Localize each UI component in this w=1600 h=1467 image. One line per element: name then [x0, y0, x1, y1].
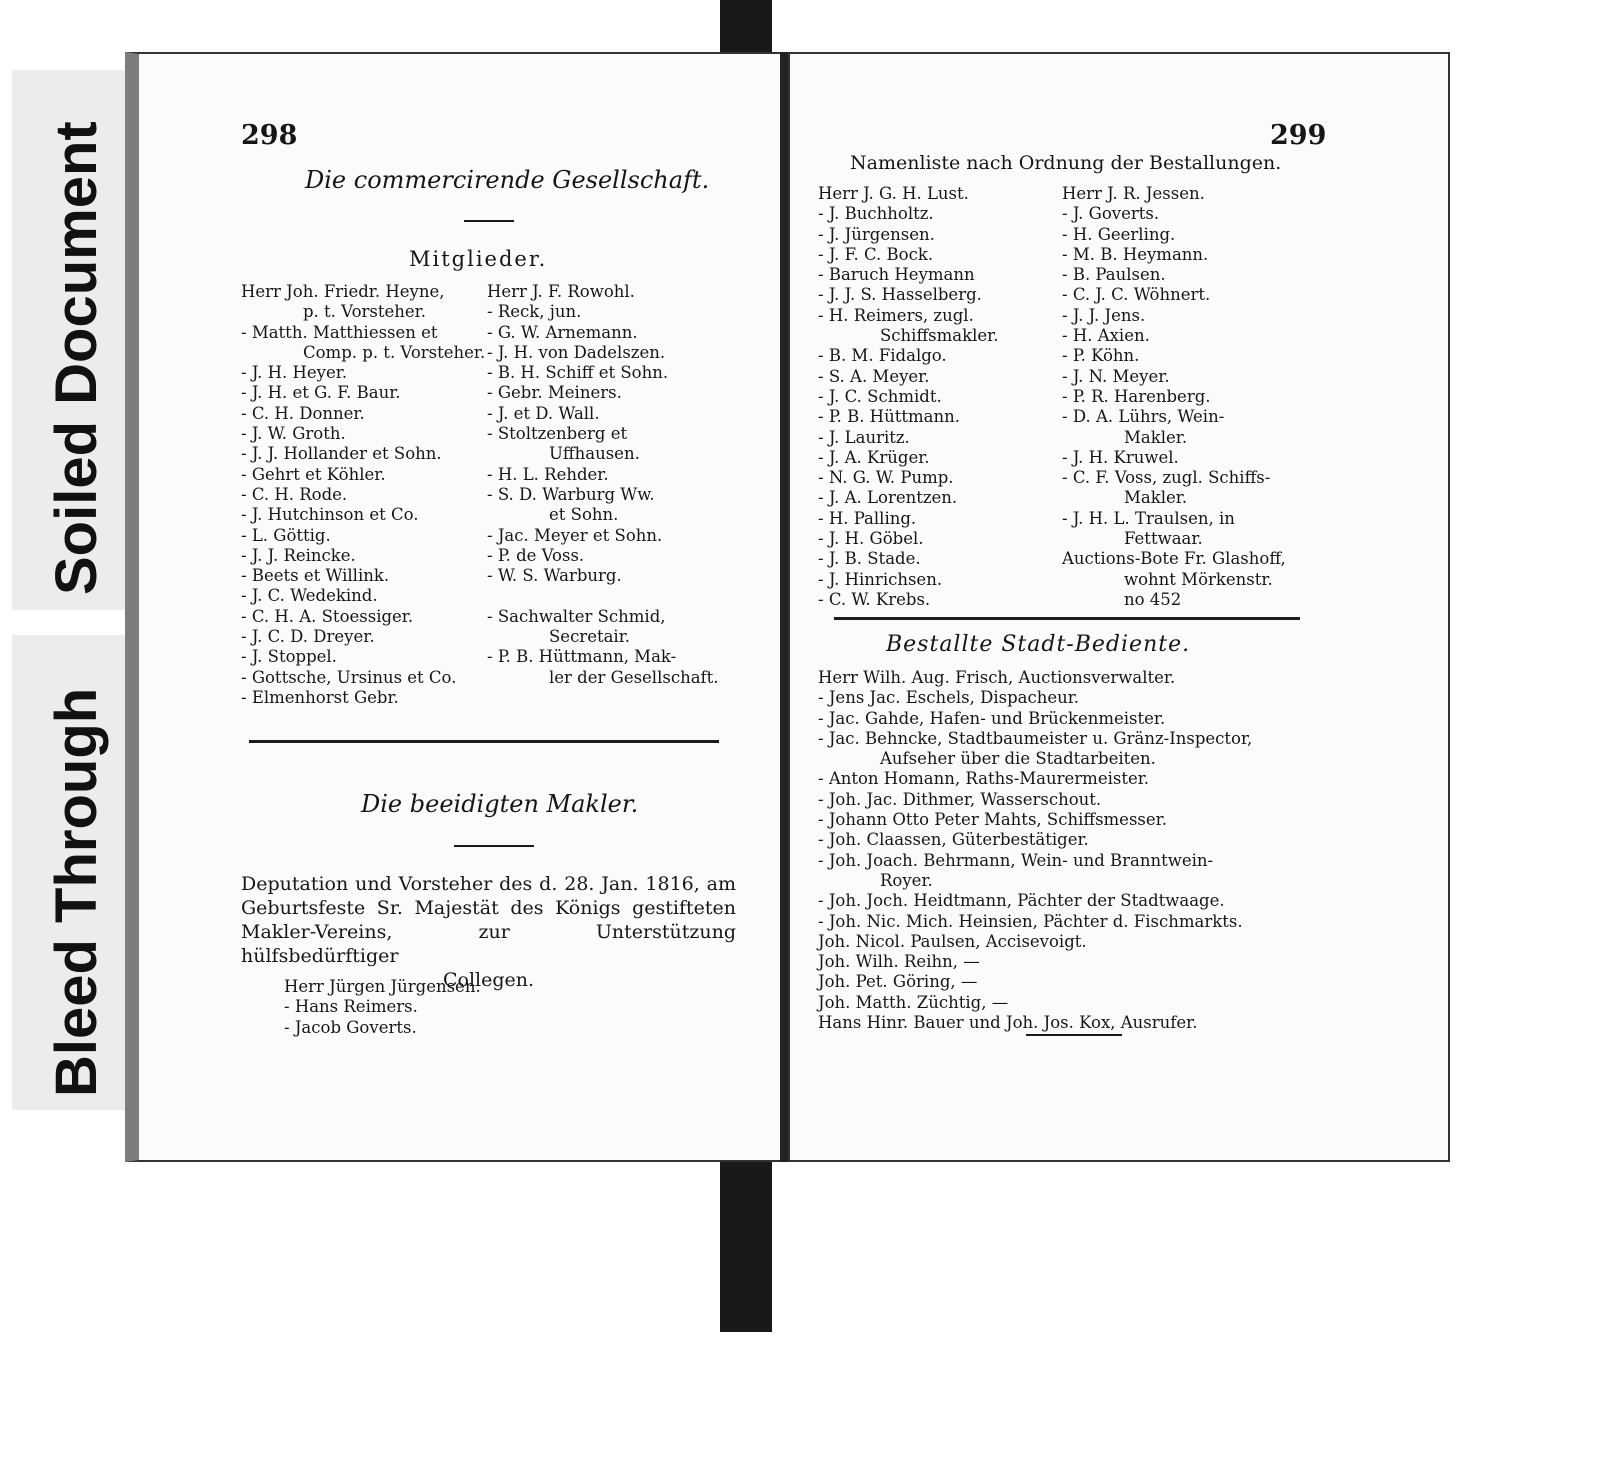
- makler-paragraph-last: Collegen.: [442, 969, 535, 991]
- member-entry: - J. C. D. Dreyer.: [241, 627, 375, 647]
- appointment-entry: Herr J. R. Jessen.: [1062, 184, 1205, 203]
- appointment-entry: - P. Köhn.: [1062, 346, 1140, 366]
- servant-entry: - Joh. Joch. Heidtmann, Pächter der Stadtwaage.: [818, 891, 1225, 911]
- appointment-entry: - P. B. Hüttmann.: [818, 407, 960, 427]
- appointment-entry: - C. J. C. Wöhnert.: [1062, 285, 1211, 305]
- servant-entry: - Joh. Jac. Dithmer, Wasserschout.: [818, 789, 1102, 809]
- makler-paragraph-body: Deputation und Vorsteher des d. 28. Jan. 1816, am Geburtsfeste Sr. Majestät des Königs gestifteten Makler-Vereins, zur Unterstützung hülfsbedürftiger: [241, 873, 736, 967]
- servant-entry: Joh. Matth. Züchtig, —: [818, 992, 1009, 1012]
- member-entry: - J. H. Heyer.: [241, 363, 348, 383]
- appointment-entry: - C. W. Krebs.: [818, 589, 931, 609]
- member-entry: - G. W. Arnemann.: [487, 322, 638, 342]
- appointment-entry: - J. C. Schmidt.: [818, 386, 942, 406]
- right-section-rule: [834, 617, 1300, 620]
- section-rule: [249, 740, 719, 743]
- appointment-entry: - J. F. C. Bock.: [818, 244, 934, 264]
- end-rule: [1026, 1034, 1122, 1036]
- soiled-document-label: Soiled Document: [44, 121, 109, 595]
- member-entry: - C. H. A. Stoessiger.: [241, 606, 414, 626]
- servant-entry: - Joh. Joach. Behrmann, Wein- und Branntwein-: [818, 850, 1214, 870]
- appointment-entry: Fettwaar.: [1124, 529, 1203, 549]
- makler-member-entry: Herr Jürgen Jürgensen.: [284, 977, 481, 996]
- servants-list: [818, 668, 1252, 1033]
- servants-title: Bestallte Stadt-Bediente.: [886, 632, 1191, 657]
- servant-entry: Aufseher über die Stadtarbeiten.: [880, 749, 1156, 769]
- member-entry: - J. H. et G. F. Baur.: [241, 383, 401, 403]
- appointment-entry: no 452: [1124, 589, 1182, 609]
- servant-entry: Joh. Pet. Göring, —: [818, 972, 978, 992]
- appointment-entry: - H. Palling.: [818, 508, 917, 528]
- servant-entry: Hans Hinr. Bauer und Joh. Jos. Kox, Ausrufer.: [818, 1013, 1198, 1033]
- servant-entry: - Jac. Gahde, Hafen- und Brückenmeister.: [818, 708, 1166, 728]
- appointment-entry: - J. Lauritz.: [818, 427, 910, 447]
- appointment-entry: - J. N. Meyer.: [1062, 366, 1170, 386]
- appointment-entry: - J. Goverts.: [1062, 204, 1160, 224]
- servant-entry: - Jens Jac. Eschels, Dispacheur.: [818, 688, 1080, 708]
- right-page-title: Namenliste nach Ordnung der Bestallungen.: [850, 152, 1282, 174]
- servant-entry: Joh. Wilh. Reihn, —: [818, 952, 980, 972]
- appointment-entry: - B. Paulsen.: [1062, 265, 1166, 285]
- makler-member-entry: - Hans Reimers.: [284, 997, 418, 1017]
- member-entry: - P. B. Hüttmann, Mak-: [487, 647, 677, 667]
- member-entry: - J. C. Wedekind.: [241, 586, 378, 606]
- member-entry: - J. J. Reincke.: [241, 545, 356, 565]
- appointment-entry: - Baruch Heymann: [818, 265, 975, 285]
- member-entry: - P. de Voss.: [487, 545, 585, 565]
- member-entry: - J. H. von Dadelszen.: [487, 342, 666, 362]
- member-entry: - L. Göttig.: [241, 525, 331, 545]
- member-entry: ler der Gesellschaft.: [549, 667, 719, 687]
- right-page: [788, 52, 1450, 1162]
- binding-strip-top: [720, 0, 772, 52]
- title-rule: [464, 220, 514, 222]
- member-entry: - Sachwalter Schmid,: [487, 606, 666, 626]
- servant-entry: - Johann Otto Peter Mahts, Schiffsmesser.: [818, 810, 1167, 830]
- member-entry: Herr Joh. Friedr. Heyne,: [241, 282, 445, 301]
- member-entry: - C. H. Rode.: [241, 484, 348, 504]
- side-labels: [12, 70, 128, 1110]
- appointment-entry: - H. Geerling.: [1062, 224, 1176, 244]
- member-entry: - Jac. Meyer et Sohn.: [487, 525, 663, 545]
- appointment-entry: - B. M. Fidalgo.: [818, 346, 947, 366]
- appointment-entry: - J. Jürgensen.: [818, 224, 935, 244]
- member-entry: - H. L. Rehder.: [487, 464, 609, 484]
- binding-strip-bottom: [720, 1162, 772, 1332]
- member-entry: - Gehrt et Köhler.: [241, 464, 386, 484]
- member-entry: Comp. p. t. Vorsteher.: [303, 342, 486, 362]
- member-entry: - S. D. Warburg Ww.: [487, 484, 655, 504]
- appointment-entry: - J. J. S. Hasselberg.: [818, 285, 982, 305]
- appointment-entry: Makler.: [1124, 488, 1188, 508]
- appointment-entry: - M. B. Heymann.: [1062, 244, 1209, 264]
- member-entry: Herr J. F. Rowohl.: [487, 282, 635, 301]
- appointment-entry: - D. A. Lührs, Wein-: [1062, 407, 1225, 427]
- member-entry: - Beets et Willink.: [241, 566, 390, 586]
- servant-entry: - Jac. Behncke, Stadtbaumeister u. Gränz-Inspector,: [818, 728, 1253, 748]
- left-page-title: Die commercirende Gesellschaft.: [305, 166, 710, 194]
- bleed-through-label: Bleed Through: [44, 687, 109, 1097]
- servant-entry: Joh. Nicol. Paulsen, Accisevoigt.: [818, 931, 1087, 951]
- appointment-entry: - N. G. W. Pump.: [818, 468, 954, 488]
- member-entry: - J. et D. Wall.: [487, 403, 600, 423]
- left-page-number: 298: [241, 120, 298, 151]
- appointment-entry: - J. A. Krüger.: [818, 447, 930, 467]
- member-entry: - Gottsche, Ursinus et Co.: [241, 667, 457, 687]
- appointment-entry: - J. H. L. Traulsen, in: [1062, 508, 1235, 528]
- member-entry: - B. H. Schiff et Sohn.: [487, 363, 669, 383]
- member-entry: - Stoltzenberg et: [487, 424, 628, 444]
- appointment-entry: - J. B. Stade.: [818, 549, 921, 569]
- appointment-entry: - P. R. Harenberg.: [1062, 386, 1211, 406]
- member-entry: - Gebr. Meiners.: [487, 383, 622, 403]
- appointment-entry: - C. F. Voss, zugl. Schiffs-: [1062, 468, 1271, 488]
- members-column-2: [487, 282, 719, 688]
- appointment-entry: - J. Buchholtz.: [818, 204, 934, 224]
- member-entry: - J. Stoppel.: [241, 647, 337, 667]
- member-entry: - J. J. Hollander et Sohn.: [241, 444, 442, 464]
- open-book: [125, 52, 1450, 1162]
- appointment-entry: - J. H. Göbel.: [818, 529, 924, 549]
- servant-entry: Royer.: [880, 870, 933, 890]
- servant-entry: - Joh. Claassen, Güterbestätiger.: [818, 830, 1089, 850]
- servant-entry: - Joh. Nic. Mich. Heinsien, Pächter d. Fischmarkts.: [818, 911, 1243, 931]
- member-entry: - J. W. Groth.: [241, 424, 346, 444]
- appointment-entry: Herr J. G. H. Lust.: [818, 184, 969, 203]
- appointments-column-2: [1062, 184, 1286, 610]
- makler-title-rule: [454, 845, 534, 847]
- appointments-column-1: [818, 184, 998, 610]
- member-entry: - C. H. Donner.: [241, 403, 365, 423]
- makler-member-entry: - Jacob Goverts.: [284, 1017, 417, 1037]
- member-entry: et Sohn.: [549, 505, 619, 525]
- members-column-1: [241, 282, 485, 708]
- left-page: [125, 52, 787, 1162]
- member-entry: p. t. Vorsteher.: [303, 302, 426, 322]
- appointment-entry: - H. Axien.: [1062, 326, 1150, 346]
- servant-entry: Herr Wilh. Aug. Frisch, Auctionsverwalter.: [818, 668, 1176, 687]
- right-page-number: 299: [1270, 120, 1327, 151]
- servant-entry: - Anton Homann, Raths-Maurermeister.: [818, 769, 1150, 789]
- member-entry: Secretair.: [549, 627, 631, 647]
- member-entry: - Elmenhorst Gebr.: [241, 687, 399, 707]
- appointment-entry: Auctions-Bote Fr. Glashoff,: [1062, 549, 1286, 569]
- appointment-entry: - J. J. Jens.: [1062, 305, 1146, 325]
- member-entry: - J. Hutchinson et Co.: [241, 505, 419, 525]
- appointment-entry: wohnt Mörkenstr.: [1124, 569, 1273, 589]
- makler-title: Die beeidigten Makler.: [361, 790, 639, 818]
- members-heading: Mitglieder.: [409, 247, 548, 271]
- member-entry: - Reck, jun.: [487, 302, 582, 322]
- member-entry: - W. S. Warburg.: [487, 566, 622, 586]
- appointment-entry: - J. Hinrichsen.: [818, 569, 943, 589]
- makler-paragraph: [241, 872, 736, 992]
- makler-members-list: [284, 977, 481, 1038]
- appointment-entry: Schiffsmakler.: [880, 326, 999, 346]
- appointment-entry: - J. H. Kruwel.: [1062, 447, 1179, 467]
- appointment-entry: - H. Reimers, zugl.: [818, 305, 974, 325]
- appointment-entry: - J. A. Lorentzen.: [818, 488, 958, 508]
- appointment-entry: Makler.: [1124, 427, 1188, 447]
- appointment-entry: - S. A. Meyer.: [818, 366, 930, 386]
- member-entry: - Matth. Matthiessen et: [241, 322, 438, 342]
- member-entry: [487, 586, 719, 606]
- member-entry: Uffhausen.: [549, 444, 640, 464]
